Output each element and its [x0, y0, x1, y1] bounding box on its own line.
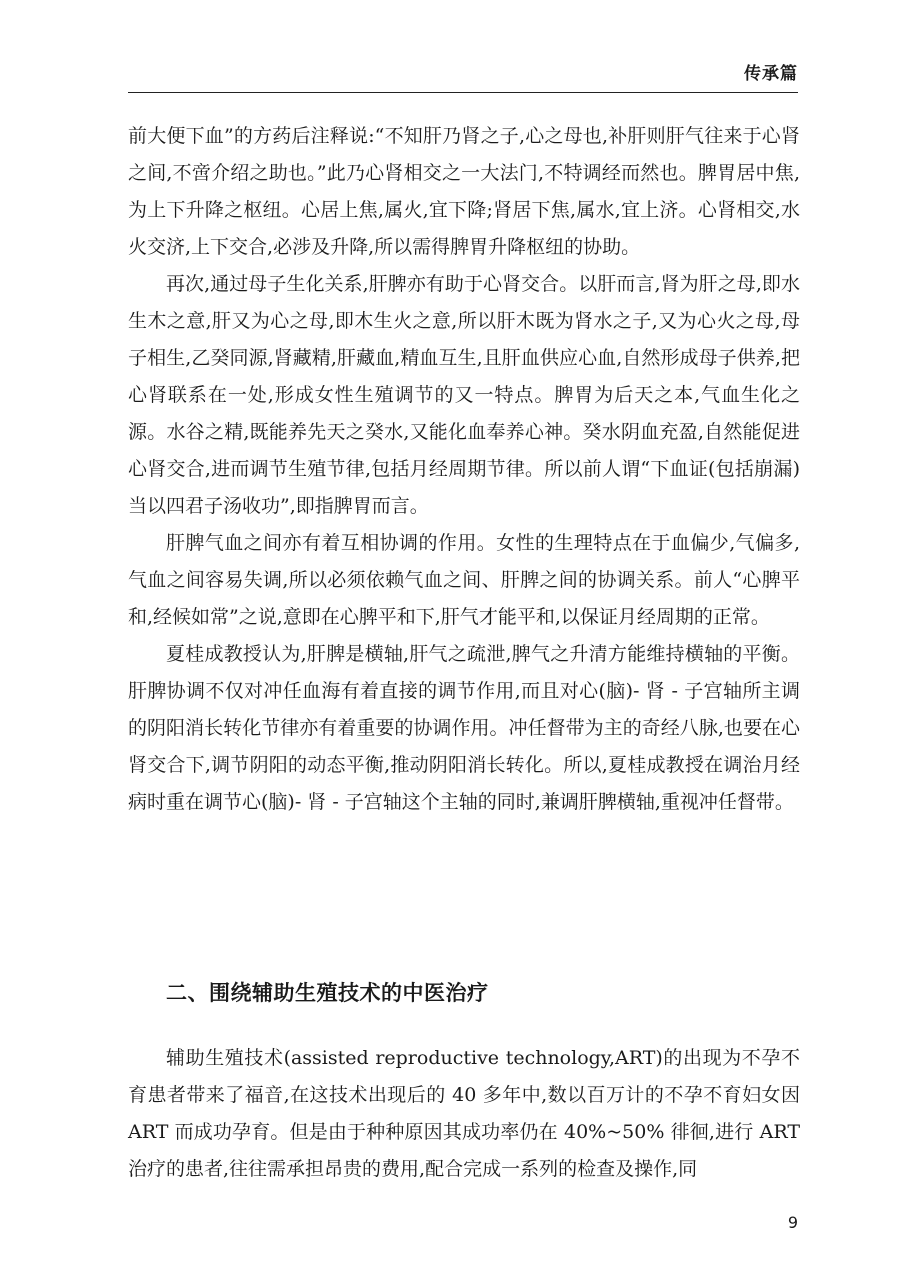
paragraph-mother-child: 再次,通过母子生化关系,肝脾亦有助于心肾交合。以肝而言,肾为肝之母,即水生木之意,肝又为心之母,即木生火之意,所以肝木既为肾水之子,又为心火之母,母子相生,乙癸同源,肾藏精,肝藏血,精血互生,且肝血供应心血,自然形成母子供养,把心肾联系在一处,形成女性生殖调节的又一特点。脾胃为后天之本,气血生化之源。水谷之精,既能养先天之癸水,又能化血奉养心神。癸水阴血充盈,自然能促进心肾交合,进而调节生殖节律,包括月经周期节律。所以前人谓“下血证(包括崩漏)当以四君子汤收功”,即指脾胃而言。 — [128, 273, 800, 517]
paragraph-art-intro: 辅助生殖技术(assisted reproductive technology,ART)的出现为不孕不育患者带来了福音,在这技术出现后的 40 多年中,数以百万计的不孕不育妇女因 ART 而成功孕育。但是由于种种原因其成功率仍在 40%~50% 徘徊,进行 ART 治疗的患者,往往需承担昂贵的费用,配合完成一系列的检查及操作,同 — [128, 1047, 800, 1180]
body-text — [128, 118, 800, 821]
running-head — [128, 60, 798, 93]
page-number: 9 — [787, 1213, 798, 1232]
running-title: 传承篇 — [744, 64, 798, 84]
paragraph-continuation: 前大便下血”的方药后注释说:“不知肝乃肾之子,心之母也,补肝则肝气往来于心肾之间,不啻介绍之助也。”此乃心肾相交之一大法门,不特调经而然也。脾胃居中焦,为上下升降之枢纽。心居上焦,属火,宜下降;肾居下焦,属水,宜上济。心肾相交,水火交济,上下交合,必涉及升降,所以需得脾胃升降枢纽的协助。 — [128, 125, 800, 258]
paragraph-horizontal-axis: 夏桂成教授认为,肝脾是横轴,肝气之疏泄,脾气之升清方能维持横轴的平衡。肝脾协调不仅对冲任血海有着直接的调节作用,而且对心(脑)- 肾 - 子宫轴所主调的阴阳消长转化节律亦有着重要的协调作用。冲任督带为主的奇经八脉,也要在心肾交合下,调节阴阳的动态平衡,推动阴阳消长转化。所以,夏桂成教授在调治月经病时重在调节心(脑)- 肾 - 子宫轴这个主轴的同时,兼调肝脾横轴,重视冲任督带。 — [128, 643, 800, 813]
paragraph-qi-blood: 肝脾气血之间亦有着互相协调的作用。女性的生理特点在于血偏少,气偏多,气血之间容易失调,所以必须依赖气血之间、肝脾之间的协调关系。前人“心脾平和,经候如常”之说,意即在心脾平和下,肝气才能平和,以保证月经周期的正常。 — [128, 532, 800, 628]
section-heading: 二、围绕辅助生殖技术的中医治疗 — [166, 981, 489, 1005]
section-body — [128, 1040, 800, 1188]
